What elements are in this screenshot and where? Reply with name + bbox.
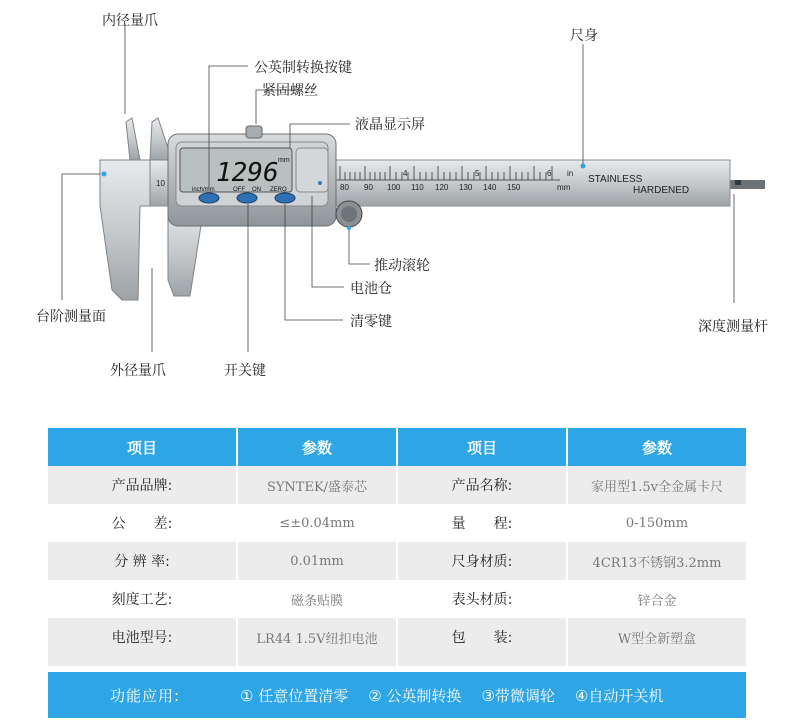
- lock-screw[interactable]: [246, 126, 262, 138]
- label-step-face: 台阶测量面: [36, 309, 106, 325]
- row-label: 公 差:: [48, 504, 238, 542]
- table-row: [48, 618, 746, 656]
- in-unit: in: [567, 169, 574, 178]
- mm-unit: mm: [557, 183, 571, 192]
- label-unit-switch: 公英制转换按键: [254, 60, 352, 76]
- inch-mm-label: inch/mm: [192, 187, 215, 193]
- spec-table: [48, 428, 746, 666]
- feature-item: ③带微调轮: [481, 686, 555, 705]
- lcd-reading: 1296: [216, 158, 279, 188]
- row-value: 锌合金: [568, 580, 746, 618]
- row-value: W型全新塑盒: [568, 618, 746, 656]
- fixed-inner-jaw: [126, 118, 140, 160]
- header-param: 参数: [238, 428, 398, 466]
- row-label: 分 辨 率:: [48, 542, 238, 580]
- feature-item: ② 公英制转换: [368, 686, 462, 705]
- feature-item: ④自动开关机: [574, 686, 664, 705]
- header-item: 项目: [398, 428, 568, 466]
- zero-button[interactable]: [275, 193, 295, 203]
- lcd-unit: mm: [278, 157, 290, 164]
- scale-label: 80: [340, 183, 349, 192]
- scale-label: 140: [483, 183, 497, 192]
- inch-label: 5: [475, 169, 480, 178]
- header-item: 项目: [48, 428, 238, 466]
- brand-line-2: HARDENED: [633, 185, 690, 196]
- label-thumb-wheel: 推动滚轮: [374, 258, 430, 274]
- on-label: ON: [252, 187, 261, 193]
- inch-label: 6: [547, 169, 552, 178]
- label-battery: 电池仓: [350, 281, 392, 297]
- scale-label: 130: [459, 183, 473, 192]
- power-button[interactable]: [237, 193, 257, 203]
- leader-step-face: [62, 174, 100, 300]
- label-outer-jaw: 外径量爪: [110, 363, 166, 379]
- label-depth-rod: 深度测量杆: [698, 319, 768, 335]
- row-value: 4CR13不锈钢3.2mm: [568, 542, 746, 580]
- scale-label: 120: [435, 183, 449, 192]
- row-value: 家用型1.5v全金属卡尺: [568, 466, 746, 504]
- scale-label: 150: [507, 183, 521, 192]
- row-value: 0-150mm: [568, 504, 746, 542]
- scale-label: 110: [411, 183, 424, 192]
- label-ruler-body: 尺身: [570, 28, 598, 44]
- row-label: 表头材质:: [398, 580, 568, 618]
- table-row: [48, 580, 746, 618]
- feature-title: 功能应用:: [110, 686, 181, 705]
- row-label: 刻度工艺:: [48, 580, 238, 618]
- row-value: ≤±0.04mm: [238, 504, 398, 542]
- table-spacer: [48, 656, 746, 666]
- row-label: 尺身材质:: [398, 542, 568, 580]
- brand-line-1: STAINLESS: [588, 174, 643, 185]
- row-value: LR44 1.5V纽扣电池: [238, 618, 398, 656]
- row-label: 产品品牌:: [48, 466, 238, 504]
- inch-label: 4: [403, 169, 408, 178]
- battery-cover: [296, 148, 328, 192]
- row-label: 产品名称:: [398, 466, 568, 504]
- header-param: 参数: [568, 428, 746, 466]
- off-label: OFF: [233, 187, 245, 193]
- leader-thumb-wheel: [349, 228, 370, 264]
- table-row: [48, 504, 746, 542]
- feature-item: ① 任意位置清零: [240, 686, 349, 705]
- row-label: 量 程:: [398, 504, 568, 542]
- scale-label: 100: [387, 183, 401, 192]
- left-scale-label: 10: [156, 179, 165, 188]
- label-inner-jaw: 内径量爪: [102, 13, 158, 29]
- table-row: [48, 466, 746, 504]
- label-lcd-screen: 液晶显示屏: [355, 117, 425, 133]
- feature-bar: [48, 672, 746, 718]
- scale-label: 90: [364, 183, 373, 192]
- label-lock-screw: 紧固螺丝: [262, 83, 318, 99]
- row-label: 电池型号:: [48, 618, 238, 656]
- table-row: [48, 542, 746, 580]
- label-power-key: 开关键: [224, 363, 266, 379]
- inch-mm-button[interactable]: [199, 193, 219, 203]
- table-body: [48, 466, 746, 656]
- row-value: 0.01mm: [238, 542, 398, 580]
- zero-label: ZERO: [270, 187, 287, 193]
- row-value: 磁条贴膜: [238, 580, 398, 618]
- table-header-row: [48, 428, 746, 466]
- label-zero-key: 清零键: [350, 314, 392, 330]
- row-label: 包 装:: [398, 618, 568, 656]
- row-value: SYNTEK/盛泰芯: [238, 466, 398, 504]
- depth-rod: [725, 180, 765, 189]
- fixed-outer-jaw: [100, 160, 150, 300]
